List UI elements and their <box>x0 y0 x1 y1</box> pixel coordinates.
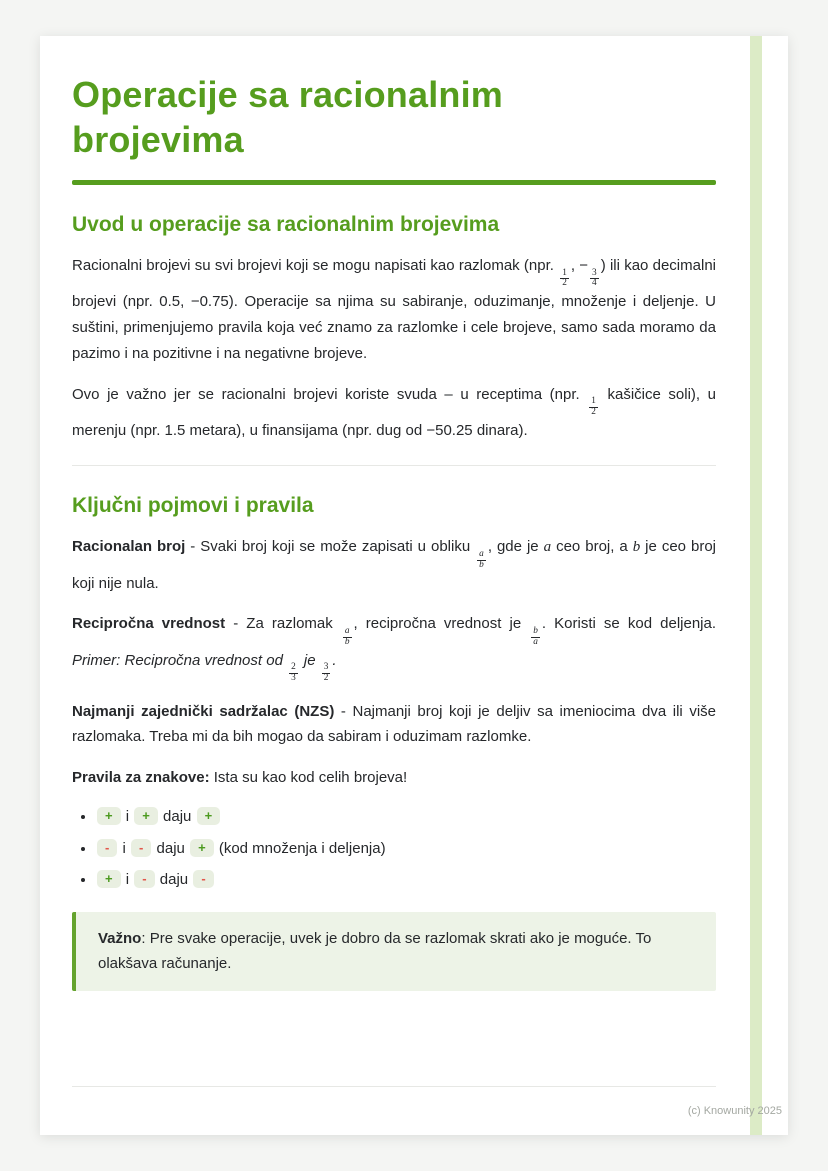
fraction-denominator: 4 <box>592 278 597 289</box>
text-run: ceo broj, a <box>551 538 633 556</box>
title-divider <box>72 180 716 185</box>
fraction-denominator: b <box>344 636 350 647</box>
text-run: . Koristi se kod deljenja. <box>541 615 717 633</box>
list-item <box>96 838 716 861</box>
fraction-denominator: b <box>479 559 484 570</box>
fraction-numerator: 1 <box>591 396 596 407</box>
fraction <box>477 550 486 571</box>
fraction <box>343 627 352 648</box>
text-run: daju <box>158 808 196 826</box>
paragraph <box>72 611 716 683</box>
fraction <box>531 627 540 648</box>
fraction-numerator: 3 <box>592 267 597 278</box>
paragraph <box>72 765 716 791</box>
plus-badge: + <box>134 807 158 825</box>
right-accent-strip <box>750 36 762 1135</box>
page-title: Operacije sa racionalnim brojevima <box>72 74 503 160</box>
fraction <box>289 663 298 684</box>
text-run: i <box>118 839 131 857</box>
bold-text: Racionalan broj <box>72 538 186 556</box>
text-run: (kod množenja i deljenja) <box>214 839 386 857</box>
text-run: kašičice soli), u merenju (npr. 1.5 metara), u finansijama (npr. dug od −50.25 dinara). <box>72 385 716 439</box>
section-heading: Uvod u operacije sa racionalnim brojevima <box>72 213 500 236</box>
text-run: , − <box>570 257 589 274</box>
footer-divider <box>72 1086 716 1087</box>
italic-text: je <box>299 651 320 669</box>
fraction-numerator: 1 <box>562 267 567 278</box>
fraction-denominator: 2 <box>591 406 596 417</box>
plus-badge: + <box>97 807 121 825</box>
fraction-denominator: 3 <box>291 672 296 683</box>
plus-badge: + <box>197 807 221 825</box>
fraction <box>589 397 598 418</box>
text-run: Ista su kao kod celih brojeva! <box>209 769 408 787</box>
text-run: , recipročna vrednost je <box>353 615 530 633</box>
fraction-denominator: 2 <box>323 672 329 683</box>
paragraph <box>72 699 716 751</box>
document-page <box>40 36 788 1135</box>
text-run: daju <box>152 839 190 857</box>
text-run: Ovo je važno jer se racionalni brojevi koriste svuda – u receptima (npr. <box>72 385 588 403</box>
bold-text: Važno <box>98 929 142 947</box>
fraction-numerator: 3 <box>323 662 329 673</box>
content-sections <box>40 213 788 991</box>
text-run: - Za razlomak <box>225 615 341 633</box>
text-run: je ceo broj koji nije nula. <box>72 538 716 592</box>
section-heading: Ključni pojmovi i pravila <box>72 494 314 518</box>
fraction-numerator: b <box>533 626 538 637</box>
paragraph <box>72 253 716 367</box>
text-run: , gde je <box>487 538 544 556</box>
minus-badge: - <box>193 870 213 888</box>
text-run: daju <box>155 871 193 889</box>
plus-badge: + <box>97 870 121 888</box>
math-variable: a <box>543 539 552 556</box>
text-run: - Svaki broj koji se može zapisati u obliku <box>185 538 476 556</box>
section-divider <box>72 465 716 466</box>
text-run: : Pre svake operacije, uvek je dobro da se razlomak skrati ako je moguće. To olakšava računanje. <box>98 929 652 973</box>
important-callout <box>72 912 716 991</box>
text-run: - Najmanji broj koji je deljiv sa imeniocima dva ili više razlomaka. Treba mi da bih mogao da sabiram i oduzimam razlomke. <box>72 702 716 746</box>
minus-badge: - <box>97 839 117 857</box>
bold-text: Recipročna vrednost <box>72 615 226 633</box>
bullet-list <box>72 806 716 892</box>
copyright: (c) Knowunity 2025 <box>687 1105 782 1117</box>
math-variable: b <box>632 539 641 556</box>
italic-text: Primer: Recipročna vrednost od <box>72 651 288 669</box>
fraction <box>560 269 569 290</box>
fraction-numerator: a <box>479 549 484 560</box>
italic-text: . <box>332 651 337 669</box>
fraction-denominator: a <box>533 636 538 647</box>
list-item <box>96 869 716 892</box>
text-run: ) ili kao decimalni brojevi (npr. 0.5, −0.75). Operacije sa njima su sabiranje, oduzimanje, množenje i deljenje. U suštini, primenjujemo pravila koja već znamo za razlomke i cele brojeve, samo sada moramo da pazimo i na pozitivne i na negativne brojeve. <box>72 257 716 362</box>
fraction <box>322 663 331 684</box>
text-run: i <box>121 871 134 889</box>
fraction-numerator: a <box>344 626 350 637</box>
text-run: i <box>121 808 134 826</box>
minus-badge: - <box>134 870 154 888</box>
fraction-numerator: 2 <box>291 662 296 673</box>
fraction <box>590 269 599 290</box>
text-run: Racionalni brojevi su svi brojevi koji se mogu napisati kao razlomak (npr. <box>72 257 559 274</box>
paragraph <box>72 382 716 444</box>
plus-badge: + <box>190 839 214 857</box>
paragraph <box>72 534 716 596</box>
bold-text: Pravila za znakove: <box>72 769 210 787</box>
minus-badge: - <box>131 839 151 857</box>
fraction-denominator: 2 <box>562 278 567 289</box>
list-item <box>96 806 716 829</box>
bold-text: Najmanji zajednički sadržalac (NZS) <box>72 702 335 720</box>
